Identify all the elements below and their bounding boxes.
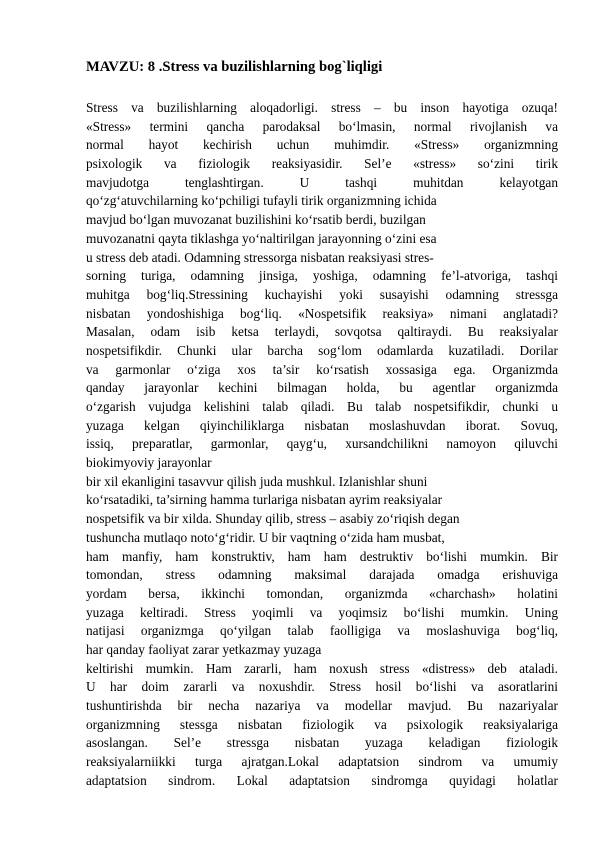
text-line: biokimyoviy jarayonlar xyxy=(86,455,212,471)
text-line: nospetsifik va bir xilda. Shunday qilib, stress – asabiy zo‘riqish degan xyxy=(86,511,460,527)
text-line: ko‘rsatadiki, ta’sirning hamma turlariga nisbatan ayrim reaksiyalar xyxy=(86,492,443,508)
text-line: normal hayot kechirish uchun muhimdir. «Stress» organizmning xyxy=(86,137,558,153)
text-line: organizmning stessga nisbatan fiziologik va psixologik reaksiyalariga xyxy=(86,716,558,732)
text-line: keltirishi mumkin. Ham zararli, ham noxush stress «distress» deb ataladi. xyxy=(86,660,558,676)
text-line: «Stress» termini qancha parodaksal bo‘lmasin, normal rivojlanish va xyxy=(86,118,558,134)
text-line: mavjudotga tenglashtirgan. U tashqi muhitdan kelayotgan xyxy=(86,174,558,190)
text-line: mavjud bo‘lgan muvozanat buzilishini ko‘rsatib berdi, buzilgan xyxy=(86,212,426,228)
text-line: yuzaga kelgan qiyinchiliklarga nisbatan moslashuvdan iborat. Sovuq, xyxy=(86,417,558,433)
text-line: U har doim zararli va noxushdir. Stress hosil bo‘lishi va asoratlarini xyxy=(86,679,558,695)
text-line: bir xil ekanligini tasavvur qilish juda mushkul. Izlanishlar shuni xyxy=(86,473,428,489)
text-line: tushuntirishda bir necha nazariya va modellar mavjud. Bu nazariyalar xyxy=(86,698,558,713)
text-line: nisbatan yondoshishiga bog‘liq. «Nospetsifik reaksiya» nimani anglatadi? xyxy=(86,305,558,321)
text-line: ham manfiy, ham konstruktiv, ham ham destruktiv bo‘lishi mumkin. Bir xyxy=(86,548,558,564)
text-line: nospetsifikdir. Chunki ular barcha sog‘lom odamlarda kuzatiladi. Dorilar xyxy=(86,342,558,358)
text-line: natijasi organizmga qo‘yilgan talab faolligiga va moslashuviga bog‘liq, xyxy=(86,623,558,639)
text-line: sorning turiga, odamning jinsiga, yoshiga, odamning fe’l-atvoriga, tashqi xyxy=(86,268,558,284)
text-line: yordam bersa, ikkinchi tomondan, organizmda «charchash» holatini xyxy=(86,585,558,601)
text-line: psixologik va fiziologik reaksiyasidir. Sel’e «stress» so‘zini tirik xyxy=(86,156,558,172)
text-line: u stress deb atadi. Odamning stressorga nisbatan reaksiyasi stres- xyxy=(86,249,434,265)
page-title: MAVZU: 8 .Stress va buzilishlarning bog`liqligi xyxy=(86,59,383,75)
text-line: reaksiyalarniikki turga ajratgan.Lokal adaptatsion sindrom va umumiy xyxy=(86,754,558,770)
text-line: issiq, preparatlar, garmonlar, qayg‘u, xursandchilikni namoyon qiluvchi xyxy=(86,436,558,452)
text-line: adaptatsion sindrom. Lokal adaptatsion sindromga quyidagi holatlar xyxy=(86,772,558,788)
body-text xyxy=(86,99,558,790)
text-line: tomondan, stress odamning maksimal darajada omadga erishuviga xyxy=(86,567,558,583)
text-line: muvozanatni qayta tiklashga yo‘naltirilgan jarayonning o‘zini esa xyxy=(86,230,437,246)
text-line: qanday jarayonlar kechini bilmagan holda, bu agentlar organizmda xyxy=(86,380,558,396)
text-line: asoslangan. Sel’e stressga nisbatan yuzaga keladigan fiziologik xyxy=(86,735,558,751)
text-line: va garmonlar o‘ziga xos ta’sir ko‘rsatish xossasiga ega. Organizmda xyxy=(86,361,558,377)
text-line: Stress va buzilishlarning aloqadorligi. stress – bu inson hayotiga ozuqa! xyxy=(86,100,558,115)
text-line: har qanday faoliyat zarar yetkazmay yuzaga xyxy=(86,641,322,657)
text-line: tushuncha mutlaqo noto‘g‘ridir. U bir vaqtning o‘zida ham musbat, xyxy=(86,529,445,545)
text-line: Masalan, odam isib ketsa terlaydi, sovqotsa qaltiraydi. Bu reaksiyalar xyxy=(86,324,558,340)
text-line: muhitga bog‘liq.Stressining kuchayishi yoki susayishi odamning stressga xyxy=(86,286,558,302)
text-line: yuzaga keltiradi. Stress yoqimli va yoqimsiz bo‘lishi mumkin. Uning xyxy=(86,604,558,620)
text-line: qo‘zg‘atuvchilarning ko‘pchiligi tufayli tirik organizmning ichida xyxy=(86,193,437,209)
text-line: o‘zgarish vujudga kelishini talab qiladi. Bu talab nospetsifikdir, chunki u xyxy=(86,399,558,414)
